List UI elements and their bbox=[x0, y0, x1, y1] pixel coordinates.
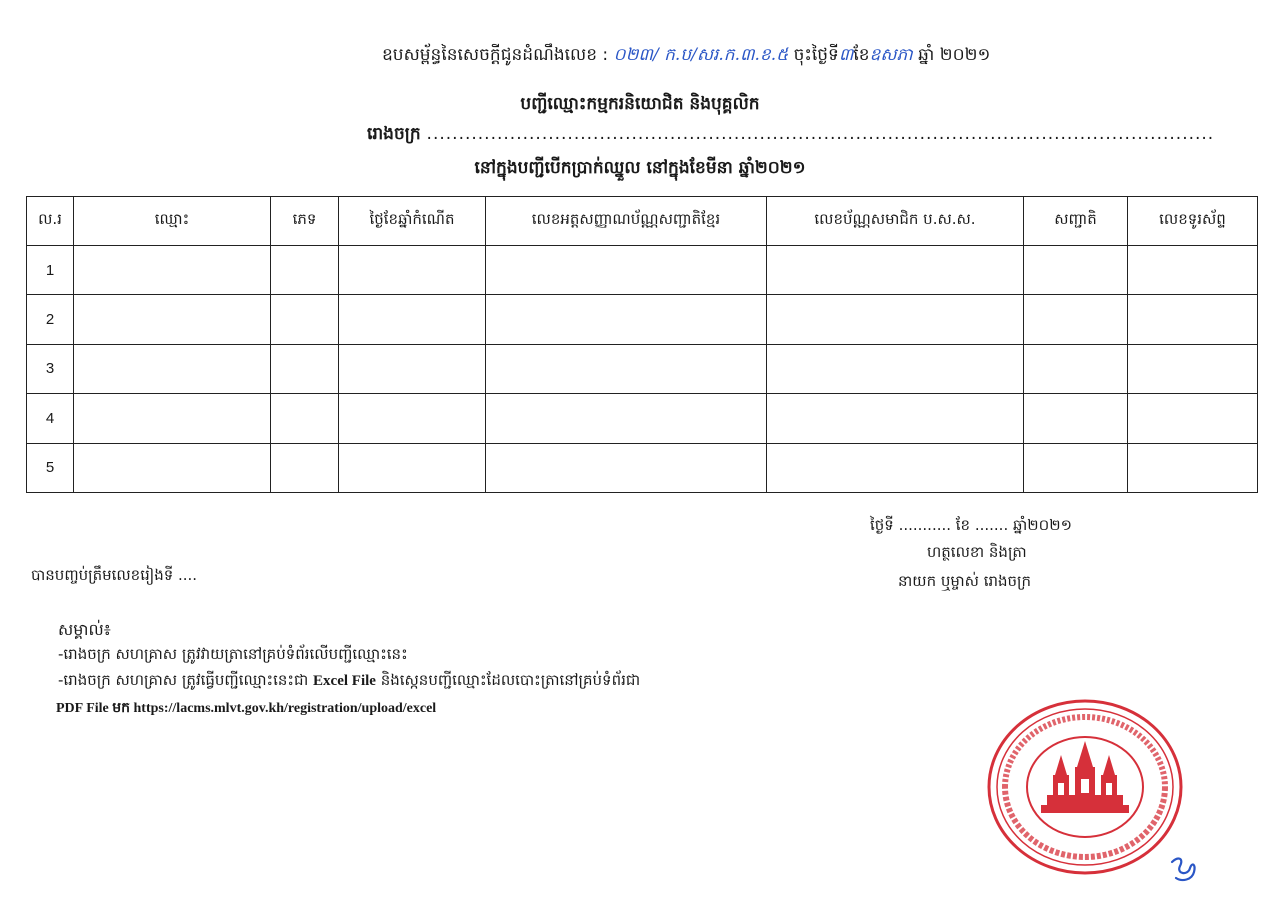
factory-label: រោងចក្រ bbox=[367, 124, 421, 144]
document-subtitle: នៅក្នុងបញ្ជីបើកប្រាក់ឈ្នួល នៅក្នុងខែមីនា ឆ្នាំ២០២១ bbox=[474, 158, 806, 178]
cell-dob bbox=[339, 246, 486, 295]
cell-name bbox=[74, 344, 271, 393]
official-seal-stamp bbox=[985, 697, 1185, 877]
cell-name bbox=[74, 394, 271, 443]
cell-nssf bbox=[767, 295, 1024, 344]
note-2-excel: Excel File bbox=[313, 673, 376, 689]
col-dob: ថ្ងៃខែឆ្នាំកំណើត bbox=[339, 197, 486, 246]
cell-id-card bbox=[486, 246, 767, 295]
cell-nssf bbox=[767, 246, 1024, 295]
cell-phone bbox=[1128, 394, 1258, 443]
cell-phone bbox=[1128, 443, 1258, 492]
cell-nssf bbox=[767, 443, 1024, 492]
signature-signer: នាយក ឬម្ចាស់ រោងចក្រ bbox=[898, 572, 1032, 590]
handwritten-initials-icon bbox=[1168, 854, 1200, 884]
document-title: បញ្ជីឈ្មោះកម្មករនិយោជិត និងបុគ្គលិក bbox=[520, 94, 760, 114]
cell-phone bbox=[1128, 344, 1258, 393]
row-number: 4 bbox=[27, 394, 74, 443]
cell-id-card bbox=[486, 344, 767, 393]
cell-nationality bbox=[1024, 246, 1128, 295]
table-header-row bbox=[27, 197, 1258, 246]
cell-nationality bbox=[1024, 295, 1128, 344]
factory-blank: ........................................................................................................................... bbox=[426, 124, 1215, 144]
table-row bbox=[27, 295, 1258, 344]
table-row bbox=[27, 394, 1258, 443]
notes-title: សម្គាល់៖ bbox=[58, 620, 111, 639]
note-3-url: PDF File មក https://lacms.mlvt.gov.kh/registration/upload/excel bbox=[56, 701, 437, 716]
cell-name bbox=[74, 295, 271, 344]
cell-name bbox=[74, 443, 271, 492]
cell-dob bbox=[339, 394, 486, 443]
ref-month: ឧសភា bbox=[869, 45, 913, 65]
cell-dob bbox=[339, 443, 486, 492]
cell-nssf bbox=[767, 344, 1024, 393]
ref-year: ឆ្នាំ ២០២១ bbox=[918, 45, 991, 65]
cell-dob bbox=[339, 295, 486, 344]
table-row bbox=[27, 246, 1258, 295]
cell-phone bbox=[1128, 246, 1258, 295]
ref-number: ០២៣ bbox=[613, 45, 653, 65]
reference-line: ឧបសម្ព័ន្ធនៃសេចក្តីជូនដំណឹងលេខ : ០២៣/ ក.ប/សរ.ក.៣.ខ.៥ ចុះថ្ងៃទី៣ខែឧសភា ឆ្នាំ ២០២១ bbox=[382, 45, 991, 65]
cell-nationality bbox=[1024, 344, 1128, 393]
col-nssf-card: លេខប័ណ្ណសមាជិក ប.ស.ស. bbox=[767, 197, 1024, 246]
col-name: ឈ្មោះ bbox=[74, 197, 271, 246]
table-row bbox=[27, 443, 1258, 492]
registration-line: បានបញ្ចប់ត្រឹមលេខរៀងទី .... bbox=[31, 566, 198, 584]
ref-prefix: ឧបសម្ព័ន្ធនៃសេចក្តីជូនដំណឹងលេខ : bbox=[382, 45, 609, 65]
note-1: -រោងចក្រ សហគ្រាស ត្រូវវាយត្រានៅគ្រប់ទំព័រលើបញ្ជីឈ្មោះនេះ bbox=[58, 645, 408, 663]
ref-month-prefix: ខែ bbox=[853, 45, 870, 65]
cell-nssf bbox=[767, 394, 1024, 443]
cell-id-card bbox=[486, 295, 767, 344]
note-2-text-a: -រោងចក្រ សហគ្រាស ត្រូវធ្វើបញ្ជីឈ្មោះនេះជា bbox=[58, 671, 314, 689]
col-nationality: សញ្ជាតិ bbox=[1024, 197, 1128, 246]
note-2-text-c: និងស្កេនបញ្ជីឈ្មោះដែលបោះត្រានៅគ្រប់ទំព័រជា bbox=[375, 671, 641, 689]
signature-date-line: ថ្ងៃទី ........... ខែ ....... ឆ្នាំ២០២១ bbox=[870, 516, 1072, 534]
ref-code: ក.ប/សរ.ក.៣.ខ.៥ bbox=[664, 45, 789, 65]
employee-table bbox=[26, 196, 1258, 493]
cell-sex bbox=[271, 394, 339, 443]
note-2 bbox=[58, 671, 640, 693]
table-row bbox=[27, 344, 1258, 393]
ref-day: ៣ bbox=[838, 45, 854, 65]
cell-sex bbox=[271, 344, 339, 393]
col-id-card: លេខអត្តសញ្ញាណប័ណ្ណសញ្ជាតិខ្មែរ bbox=[486, 197, 767, 246]
row-number: 1 bbox=[27, 246, 74, 295]
row-number: 2 bbox=[27, 295, 74, 344]
col-phone: លេខទូរស័ព្ទ bbox=[1128, 197, 1258, 246]
cell-nationality bbox=[1024, 394, 1128, 443]
signature-seal-label: ហត្ថលេខា និងត្រា bbox=[927, 543, 1027, 561]
row-number: 3 bbox=[27, 344, 74, 393]
cell-nationality bbox=[1024, 443, 1128, 492]
ref-date-prefix: ចុះថ្ងៃទី bbox=[793, 45, 839, 65]
factory-line bbox=[367, 123, 1214, 148]
cell-sex bbox=[271, 295, 339, 344]
col-sex: ភេទ bbox=[271, 197, 339, 246]
cell-sex bbox=[271, 246, 339, 295]
row-number: 5 bbox=[27, 443, 74, 492]
cell-name bbox=[74, 246, 271, 295]
cell-phone bbox=[1128, 295, 1258, 344]
col-no: ល.រ bbox=[27, 197, 74, 246]
cell-id-card bbox=[486, 443, 767, 492]
cell-dob bbox=[339, 344, 486, 393]
cell-sex bbox=[271, 443, 339, 492]
cell-id-card bbox=[486, 394, 767, 443]
